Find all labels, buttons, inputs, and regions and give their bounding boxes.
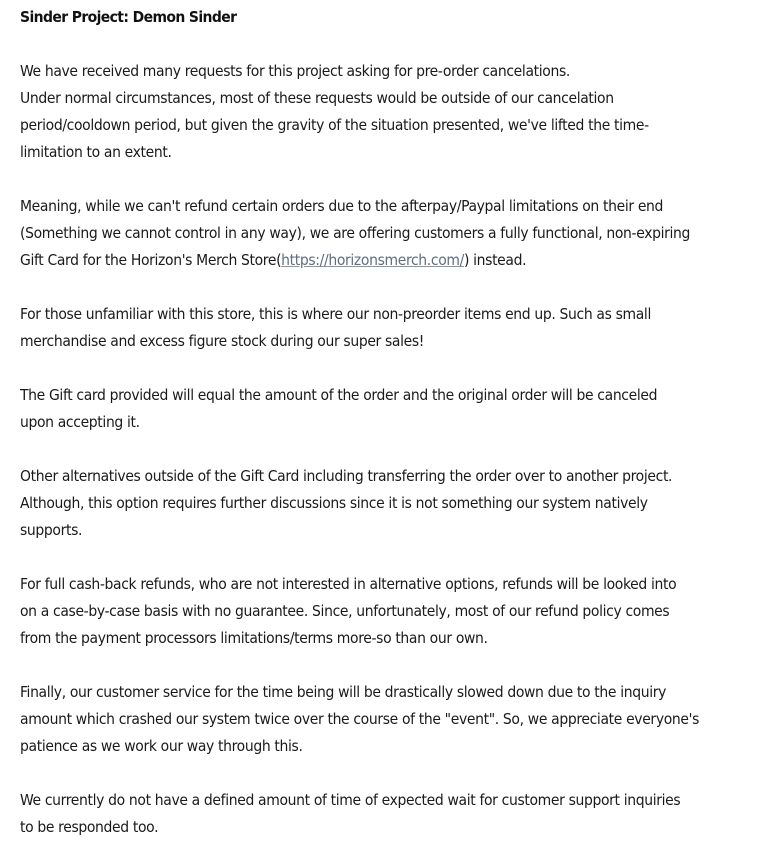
text-line: amount which crashed our system twice over the course of the "event". So, we appreciate everyone's — [20, 710, 700, 728]
text-segment: Gift Card for the Horizon's Merch Store( — [20, 251, 282, 269]
text-line: For full cash-back refunds, who are not interested in alternative options, refunds will be looked into — [20, 575, 677, 593]
text-line: Meaning, while we can't refund certain orders due to the afterpay/Paypal limitations on their end — [20, 197, 664, 215]
paragraph-other-alternatives — [20, 463, 765, 544]
text-line: patience as we work our way through this. — [20, 737, 303, 755]
spacer — [20, 544, 765, 571]
spacer — [20, 436, 765, 463]
paragraph-cancelation-requests — [20, 58, 765, 166]
text-line: supports. — [20, 521, 83, 539]
text-line: to be responded too. — [20, 818, 159, 836]
text-line: merchandise and excess figure stock during our super sales! — [20, 332, 425, 350]
text-line: Other alternatives outside of the Gift Card including transferring the order over to another project. — [20, 467, 673, 485]
spacer — [20, 652, 765, 679]
page-title: Sinder Project: Demon Sinder — [20, 8, 237, 26]
spacer — [20, 274, 765, 301]
paragraph-store-description — [20, 301, 765, 355]
spacer — [20, 31, 765, 58]
paragraph-customer-service — [20, 679, 765, 760]
text-line: Under normal circumstances, most of these requests would be outside of our cancelation — [20, 89, 614, 107]
text-line: For those unfamiliar with this store, this is where our non-preorder items end up. Such as small — [20, 305, 651, 323]
paragraph-gift-card-amount — [20, 382, 765, 436]
text-segment: ) instead. — [463, 251, 527, 269]
paragraph-cash-refunds — [20, 571, 765, 652]
paragraph-wait-time — [20, 787, 765, 841]
text-line: upon accepting it. — [20, 413, 140, 431]
text-line: on a case-by-case basis with no guarantee. Since, unfortunately, most of our refund policy comes — [20, 602, 670, 620]
merch-store-link[interactable]: https://horizonsmerch.com/ — [281, 251, 464, 269]
text-line: The Gift card provided will equal the amount of the order and the original order will be canceled — [20, 386, 658, 404]
text-line: Although, this option requires further discussions since it is not something our system natively — [20, 494, 648, 512]
spacer — [20, 355, 765, 382]
spacer — [20, 760, 765, 787]
spacer — [20, 166, 765, 193]
text-line: Finally, our customer service for the time being will be drastically slowed down due to the inquiry — [20, 683, 667, 701]
text-line: limitation to an extent. — [20, 143, 172, 161]
text-line: We have received many requests for this project asking for pre-order cancelations. — [20, 62, 570, 80]
paragraph-gift-card-offer — [20, 193, 765, 274]
text-line — [20, 247, 765, 274]
text-line: (Something we cannot control in any way), we are offering customers a fully functional, non-expiring — [20, 224, 691, 242]
text-line: We currently do not have a defined amount of time of expected wait for customer support inquiries — [20, 791, 681, 809]
text-line: period/cooldown period, but given the gravity of the situation presented, we've lifted the time- — [20, 116, 649, 134]
text-line: from the payment processors limitations/terms more-so than our own. — [20, 629, 488, 647]
